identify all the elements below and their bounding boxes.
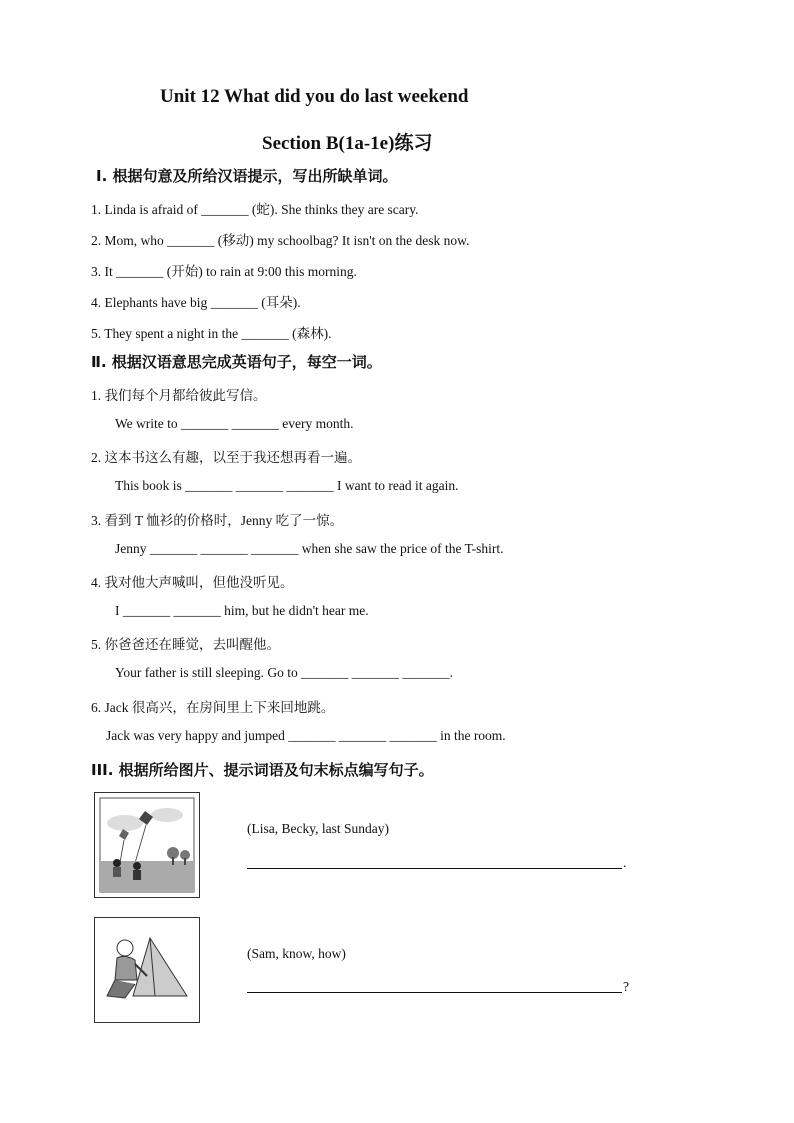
part2-item-en: I _______ _______ him, but he didn't hear me. [115, 603, 369, 618]
part2-item-cn: 4. 我对他大声喊叫，但他没听见。 [91, 575, 294, 590]
tent-picture [94, 917, 200, 1023]
page-subtitle: Section B(1a-1e)练习 [262, 133, 433, 154]
part1-item: 2. Mom, who _______ (移动) my schoolbag? It isn't on the desk now. [91, 233, 470, 248]
kite-flying-picture [94, 792, 200, 898]
answer-2-end-mark: ? [623, 979, 629, 994]
part1-item: 3. It _______ (开始) to rain at 9:00 this morning. [91, 264, 357, 279]
part2-item-cn: 2. 这本书这么有趣，以至于我还想再看一遍。 [91, 450, 361, 465]
part2-item-en: Your father is still sleeping. Go to _______ _______ _______. [115, 665, 453, 680]
section-heading-1: Ⅰ. 根据句意及所给汉语提示，写出所缺单词。 [96, 167, 398, 185]
section-heading-3: III. 根据所给图片、提示词语及句末标点编写句子。 [91, 761, 434, 779]
picture-1-prompt: (Lisa, Becky, last Sunday) [247, 821, 389, 836]
section-heading-2: Ⅱ. 根据汉语意思完成英语句子，每空一词。 [91, 353, 382, 371]
part2-item-cn: 5. 你爸爸还在睡觉，去叫醒他。 [91, 637, 280, 652]
man-pitching-tent-icon [95, 918, 199, 1022]
page-title: Unit 12 What did you do last weekend [160, 86, 469, 107]
part2-item-cn: 1. 我们每个月都给彼此写信。 [91, 388, 267, 403]
part1-item: 4. Elephants have big _______ (耳朵). [91, 295, 301, 310]
part1-item: 5. They spent a night in the _______ (森林). [91, 326, 332, 341]
part2-item-en: This book is _______ _______ _______ I want to read it again. [115, 478, 459, 493]
part1-item: 1. Linda is afraid of _______ (蛇). She thinks they are scary. [91, 202, 419, 217]
picture-2-prompt: (Sam, know, how) [247, 946, 346, 961]
part2-item-cn: 6. Jack 很高兴，在房间里上下来回地跳。 [91, 700, 335, 715]
kids-flying-kites-icon [95, 793, 199, 897]
answer-1-end-mark: . [623, 855, 627, 870]
part2-item-en: We write to _______ _______ every month. [115, 416, 354, 431]
part2-item-en: Jack was very happy and jumped _______ _______ _______ in the room. [106, 728, 506, 743]
answer-line-1[interactable] [247, 868, 622, 869]
answer-line-2[interactable] [247, 992, 622, 993]
part2-item-en: Jenny _______ _______ _______ when she saw the price of the T-shirt. [115, 541, 504, 556]
part2-item-cn: 3. 看到 T 恤衫的价格时，Jenny 吃了一惊。 [91, 513, 344, 528]
